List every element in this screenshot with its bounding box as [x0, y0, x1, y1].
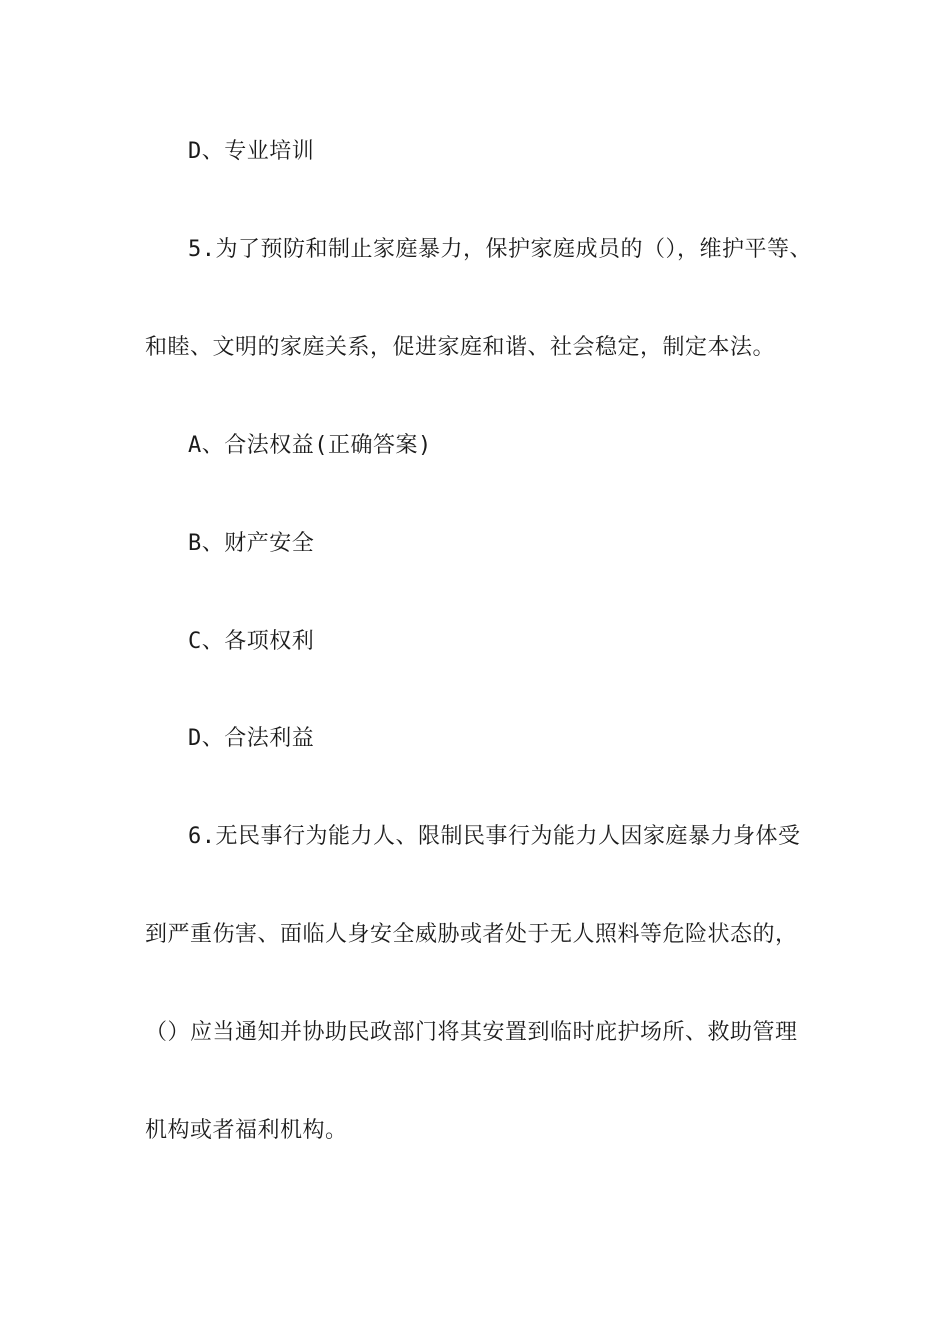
question-5-line-2: 和睦、文明的家庭关系，促进家庭和谐、社会稳定，制定本法。 [145, 335, 776, 360]
question-6-line-3: （）应当通知并协助民政部门将其安置到临时庇护场所、救助管理 [145, 1020, 798, 1045]
option-c-q5: C、各项权利 [188, 629, 315, 654]
question-6-line-1: 6.无民事行为能力人、限制民事行为能力人因家庭暴力身体受 [188, 824, 801, 849]
question-6-line-2: 到严重伤害、面临人身安全威胁或者处于无人照料等危险状态的， [145, 922, 798, 947]
option-a-q5: A、合法权益(正确答案) [188, 433, 432, 458]
question-5-line-1: 5.为了预防和制止家庭暴力，保护家庭成员的（），维护平等、 [188, 237, 812, 262]
option-d-q4: D、专业培训 [188, 139, 315, 164]
question-6-line-4: 机构或者福利机构。 [145, 1118, 348, 1143]
option-d-q5: D、合法利益 [188, 726, 315, 751]
option-b-q5: B、财产安全 [188, 531, 315, 556]
